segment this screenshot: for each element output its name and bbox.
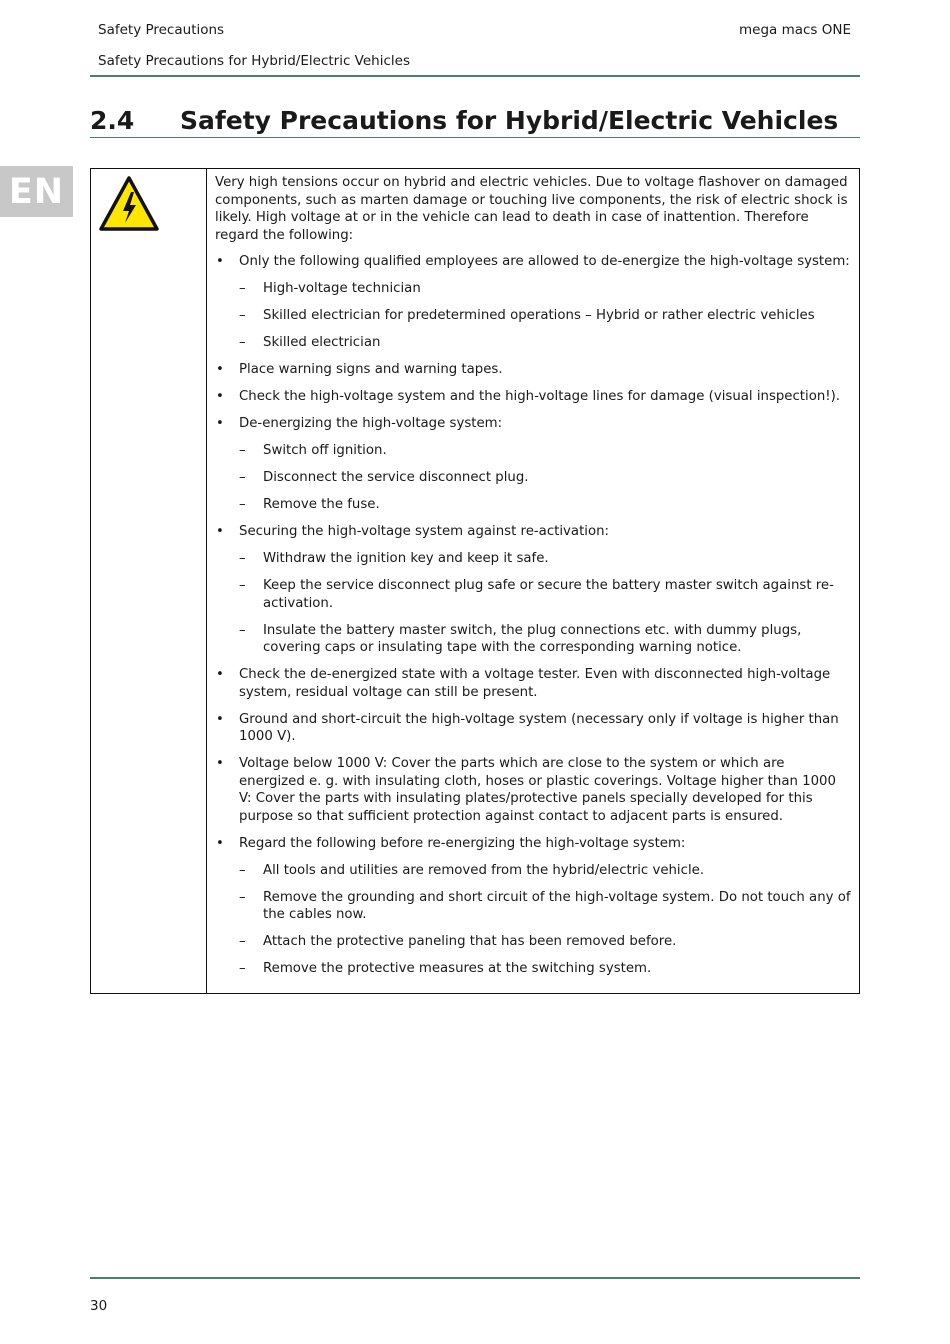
sub-step-item [239, 960, 851, 978]
precaution-item [215, 835, 851, 978]
precaution-item [215, 388, 851, 406]
sub-step-text: Disconnect the service disconnect plug. [263, 470, 529, 485]
dash-marker: – [239, 308, 246, 323]
dash-marker: – [239, 622, 246, 638]
sub-step-text: Withdraw the ignition key and keep it safe. [263, 551, 549, 566]
precaution-text: Voltage below 1000 V: Cover the parts which are close to the system or which are energized e. g. with insulating cloth, hoses or plastic coverings. Voltage higher than 1000 V: Cover the parts with insulating plates/protective panels specially developed for this purpose so that sufficient protection against contact to adjacent parts is ensured. [239, 756, 836, 824]
precaution-text: Check the high-voltage system and the high-voltage lines for damage (visual inspection!). [239, 389, 841, 404]
dash-marker: – [239, 934, 246, 949]
precaution-text: Check the de-energized state with a voltage tester. Even with disconnected high-voltage system, residual voltage can still be present. [239, 667, 831, 700]
sub-step-list [239, 862, 851, 978]
precaution-text: Regard the following before re-energizing the high-voltage system: [239, 835, 686, 851]
precaution-item [215, 711, 851, 746]
header-chapter: Safety Precautions [98, 22, 225, 38]
dash-marker: – [239, 578, 246, 593]
dash-marker: – [239, 862, 246, 878]
precaution-text: Ground and short-circuit the high-voltage system (necessary only if voltage is higher than 1000 V). [239, 711, 839, 744]
sub-step-item [239, 496, 851, 514]
sub-step-item [239, 577, 851, 612]
precaution-text: Place warning signs and warning tapes. [239, 362, 503, 377]
dash-marker: – [239, 470, 246, 485]
notice-intro: Very high tensions occur on hybrid and electric vehicles. Due to voltage flashover on damaged components, such as marten damage or touching live components, the risk of electric shock is likely. High voltage at or in the vehicle can lead to death in case of inattention. Therefore regard the following: [215, 175, 848, 243]
sub-step-item [239, 469, 851, 487]
sub-step-list [239, 550, 851, 657]
bullet-marker: • [216, 524, 224, 539]
bullet-marker: • [216, 389, 224, 404]
language-tab: EN [0, 166, 73, 217]
warning-notice-box [90, 168, 860, 994]
sub-step-text: Attach the protective paneling that has been removed before. [263, 934, 677, 949]
dash-marker: – [239, 443, 246, 458]
sub-step-item [239, 334, 851, 352]
sub-step-item [239, 933, 851, 951]
high-voltage-warning-icon [98, 175, 160, 232]
sub-step-item [239, 550, 851, 568]
sub-step-item [239, 307, 851, 325]
notice-text-cell [207, 169, 859, 993]
sub-step-text: Insulate the battery master switch, the plug connections etc. with dummy plugs, covering caps or insulating tape with the corresponding warning notice. [263, 622, 802, 655]
sub-step-text: Remove the protective measures at the switching system. [263, 961, 652, 976]
sub-step-text: Keep the service disconnect plug safe or secure the battery master switch against re-activation. [263, 578, 834, 611]
header-product: mega macs ONE [738, 22, 851, 38]
header-rule [90, 75, 860, 77]
sub-step-text: Skilled electrician for predetermined operations – Hybrid or rather electric vehicles [263, 308, 815, 323]
section-number: 2.4 [90, 106, 135, 135]
precaution-item [215, 523, 851, 657]
title-rule [90, 137, 860, 138]
precaution-text: Securing the high-voltage system against re-activation: [239, 524, 610, 539]
dash-marker: – [239, 551, 246, 566]
precaution-text: De-energizing the high-voltage system: [239, 416, 503, 431]
precaution-list [215, 253, 851, 978]
precaution-item [215, 666, 851, 701]
bullet-marker: • [216, 711, 224, 727]
sub-step-list [239, 280, 851, 352]
bullet-marker: • [216, 835, 224, 851]
dash-marker: – [239, 281, 246, 296]
sub-step-text: Remove the fuse. [263, 497, 380, 512]
dash-marker: – [239, 961, 246, 976]
notice-icon-cell [91, 169, 207, 993]
sub-step-text: All tools and utilities are removed from the hybrid/electric vehicle. [263, 862, 705, 878]
precaution-item [215, 755, 851, 825]
sub-step-item [239, 889, 851, 924]
bullet-marker: • [216, 667, 224, 682]
header-section: Safety Precautions for Hybrid/Electric Vehicles [98, 53, 410, 69]
sub-step-list [239, 442, 851, 514]
sub-step-item [239, 280, 851, 298]
sub-step-text: High-voltage technician [263, 281, 421, 296]
sub-step-item [239, 442, 851, 460]
page-title: Safety Precautions for Hybrid/Electric Vehicles [180, 106, 839, 135]
dash-marker: – [239, 497, 246, 512]
sub-step-item [239, 622, 851, 657]
sub-step-text: Switch off ignition. [263, 443, 387, 458]
precaution-item [215, 361, 851, 379]
bullet-marker: • [216, 756, 224, 771]
footer-rule [90, 1277, 860, 1279]
bullet-marker: • [216, 362, 224, 377]
bullet-marker: • [216, 254, 224, 269]
bullet-marker: • [216, 416, 224, 431]
page-number: 30 [90, 1298, 108, 1314]
sub-step-item [239, 862, 851, 880]
dash-marker: – [239, 335, 246, 350]
dash-marker: – [239, 889, 246, 905]
precaution-text: Only the following qualified employees are allowed to de-energize the high-voltage system: [239, 254, 850, 269]
precaution-item [215, 253, 851, 352]
sub-step-text: Remove the grounding and short circuit of the high-voltage system. Do not touch any of the cables now. [263, 889, 851, 922]
sub-step-text: Skilled electrician [263, 335, 381, 350]
precaution-item [215, 415, 851, 514]
